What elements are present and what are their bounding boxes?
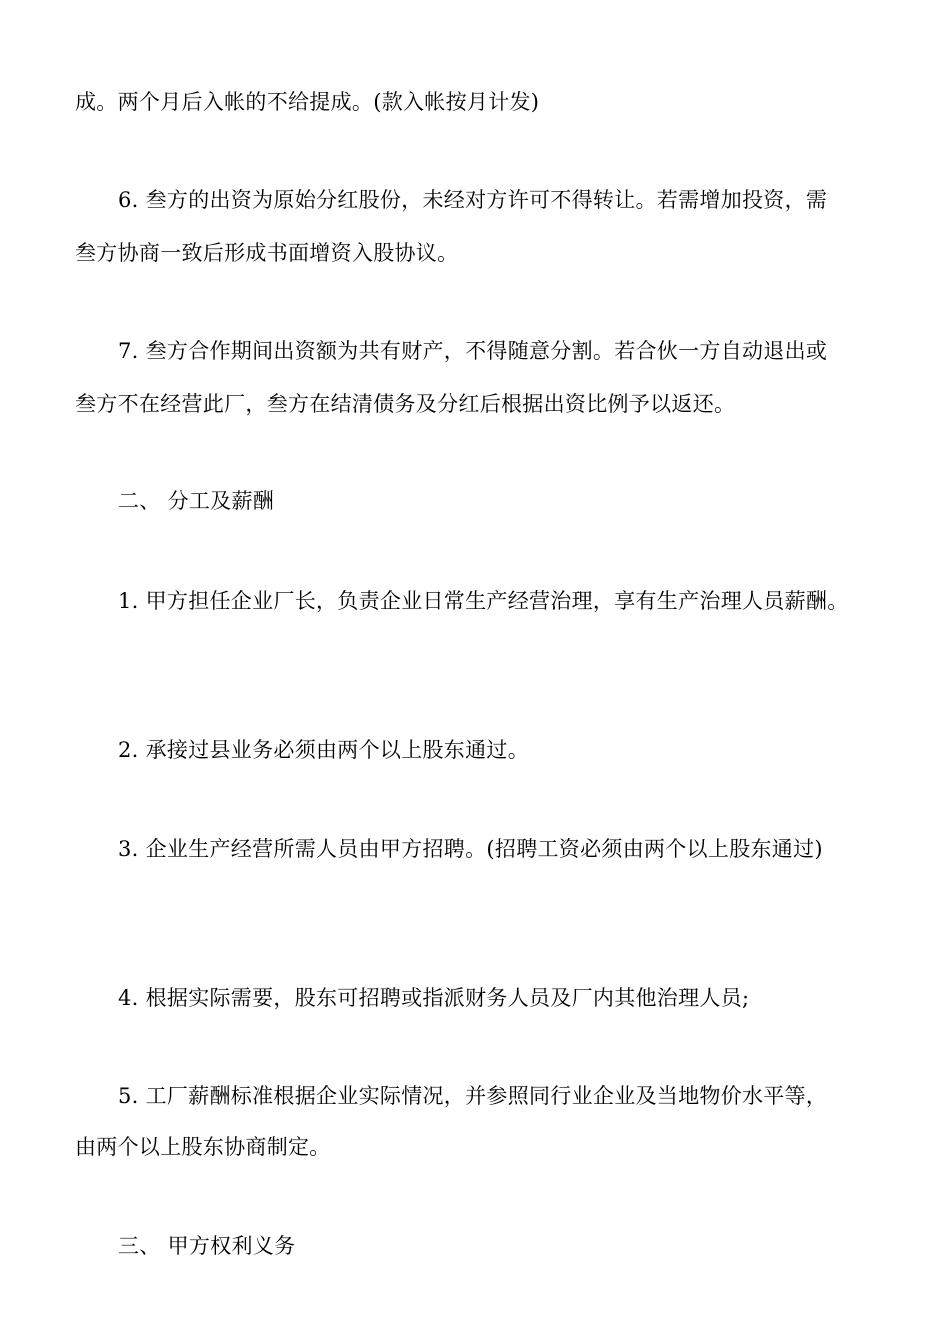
section-2-item-2: 2. 承接过县业务必须由两个以上股东通过。 — [118, 738, 530, 762]
section-2-item-4: 4. 根据实际需要，股东可招聘或指派财务人员及厂内其他治理人员; — [118, 986, 750, 1010]
section-heading-3: 三、 甲方权利义务 — [118, 1234, 296, 1258]
section-heading-2: 二、 分工及薪酬 — [118, 489, 275, 513]
text-line: 成。两个月后入帐的不给提成。(款入帐按月计发) — [75, 90, 540, 114]
clause-7-line-2: 叁方不在经营此厂，叁方在结清债务及分红后根据出资比例予以返还。 — [75, 392, 736, 416]
section-2-item-5-line-1: 5. 工厂薪酬标准根据企业实际情况，并参照同行业企业及当地物价水平等， — [118, 1084, 828, 1108]
clause-6-line-1: 6. 叁方的出资为原始分红股份，未经对方许可不得转让。若需增加投资，需 — [118, 188, 828, 212]
section-2-item-5-line-2: 由两个以上股东协商制定。 — [75, 1135, 331, 1159]
section-2-item-3: 3. 企业生产经营所需人员由甲方招聘。(招聘工资必须由两个以上股东通过) — [118, 837, 823, 861]
clause-6-line-2: 叁方协商一致后形成书面增资入股协议。 — [75, 241, 459, 265]
clause-7-line-1: 7. 叁方合作期间出资额为共有财产，不得随意分割。若合伙一方自动退出或 — [118, 339, 828, 363]
section-2-item-1: 1. 甲方担任企业厂长，负责企业日常生产经营治理，享有生产治理人员薪酬。 — [118, 589, 849, 613]
